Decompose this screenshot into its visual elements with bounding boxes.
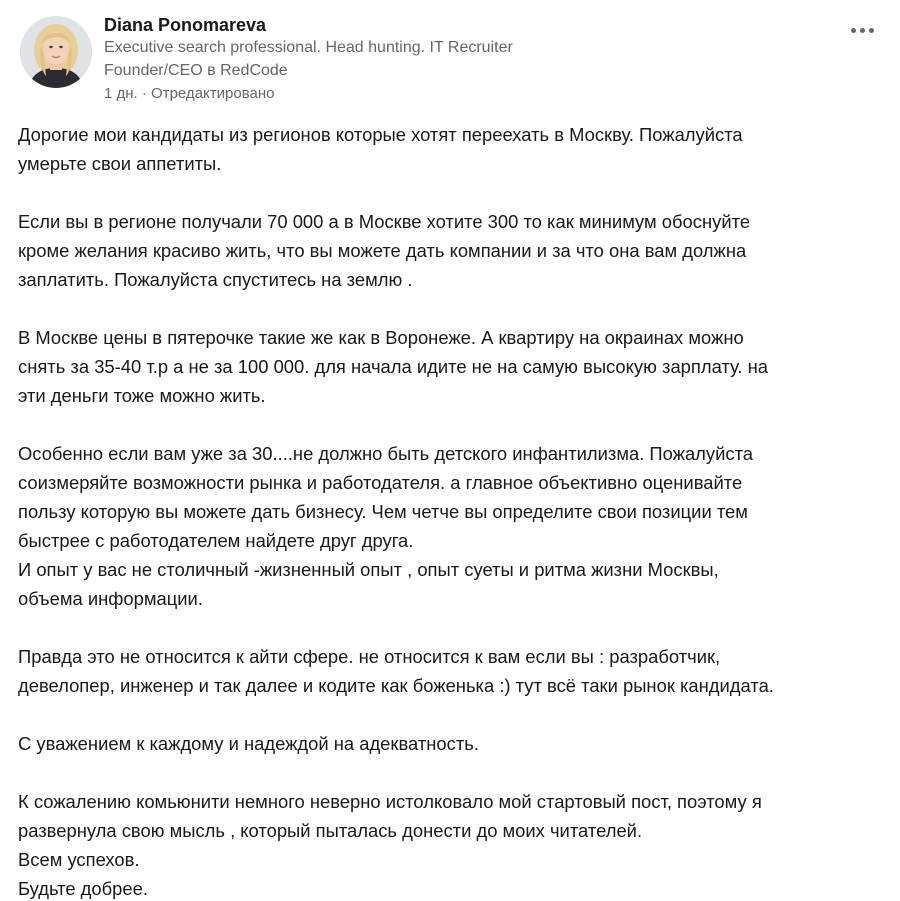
post-text-line: соизмеряйте возможности рынка и работодателя. а главное объективно оценивайте xyxy=(18,472,743,493)
post-text-line: развернула свою мысль , который пыталась донести до моих читателей. xyxy=(18,820,643,841)
post-text-line: Будьте добрее. xyxy=(18,878,148,899)
post-paragraph xyxy=(18,207,884,294)
post-text-line: быстрее с работодателем найдете друг друга. xyxy=(18,530,414,551)
author-company: Founder/CEO в RedCode xyxy=(104,62,288,79)
post-text-line: кроме желания красиво жить, что вы можете дать компании и за что она вам должна xyxy=(18,240,747,261)
post-paragraph xyxy=(18,120,884,178)
author-headline: Executive search professional. Head hunting. IT Recruiter xyxy=(104,39,513,56)
post-body xyxy=(18,120,884,901)
post-text-line: умерьте свои аппетиты. xyxy=(18,153,222,174)
avatar-photo xyxy=(20,16,92,88)
post-text-line: Если вы в регионе получали 70 000 а в Москве хотите 300 то как минимум обоснуйте xyxy=(18,211,751,232)
more-options-button[interactable] xyxy=(844,18,880,42)
post-text-line: объема информации. xyxy=(18,588,203,609)
post-text-line: К сожалению комьюнити немного неверно истолковало мой стартовый пост, поэтому я xyxy=(18,791,762,812)
post-paragraph xyxy=(18,729,884,758)
author-meta xyxy=(104,14,804,105)
post-text-line: И опыт у вас не столичный -жизненный опыт , опыт суеты и ритма жизни Москвы, xyxy=(18,559,719,580)
post-text-line: Правда это не относится к айти сфере. не относится к вам если вы : разработчик, xyxy=(18,646,721,667)
post-paragraph xyxy=(18,787,884,901)
post-text-line: заплатить. Пожалуйста спуститесь на землю . xyxy=(18,269,413,290)
post-paragraph xyxy=(18,642,884,700)
more-options-icon xyxy=(851,28,856,33)
post-text-line: снять за 35-40 т.р а не за 100 000. для начала идите не на самую высокую зарплату. на xyxy=(18,356,769,377)
post-text-line: эти деньги тоже можно жить. xyxy=(18,385,266,406)
more-options-icon xyxy=(869,28,874,33)
post-text-line: С уважением к каждому и надеждой на адекватность. xyxy=(18,733,479,754)
post-text-line: девелопер, инженер и так далее и кодите как боженька :) тут всё таки рынок кандидата. xyxy=(18,675,774,696)
post-timestamp: 1 дн. · Отредактировано xyxy=(104,85,275,102)
more-options-icon xyxy=(860,28,865,33)
author-name[interactable]: Diana Ponomareva xyxy=(104,15,267,35)
post-paragraph xyxy=(18,323,884,410)
post-text-line: Особенно если вам уже за 30....не должно быть детского инфантилизма. Пожалуйста xyxy=(18,443,754,464)
post-text-line: Дорогие мои кандидаты из регионов которые хотят переехать в Москву. Пожалуйста xyxy=(18,124,743,145)
post-header xyxy=(20,14,880,114)
post-text-line: Всем успехов. xyxy=(18,849,140,870)
post-text-line: пользу которую вы можете дать бизнесу. Чем четче вы определите свои позиции тем xyxy=(18,501,748,522)
avatar[interactable] xyxy=(20,16,92,88)
post-paragraph xyxy=(18,439,884,613)
post-text-line: В Москве цены в пятерочке такие же как в Воронеже. А квартиру на окраинах можно xyxy=(18,327,744,348)
